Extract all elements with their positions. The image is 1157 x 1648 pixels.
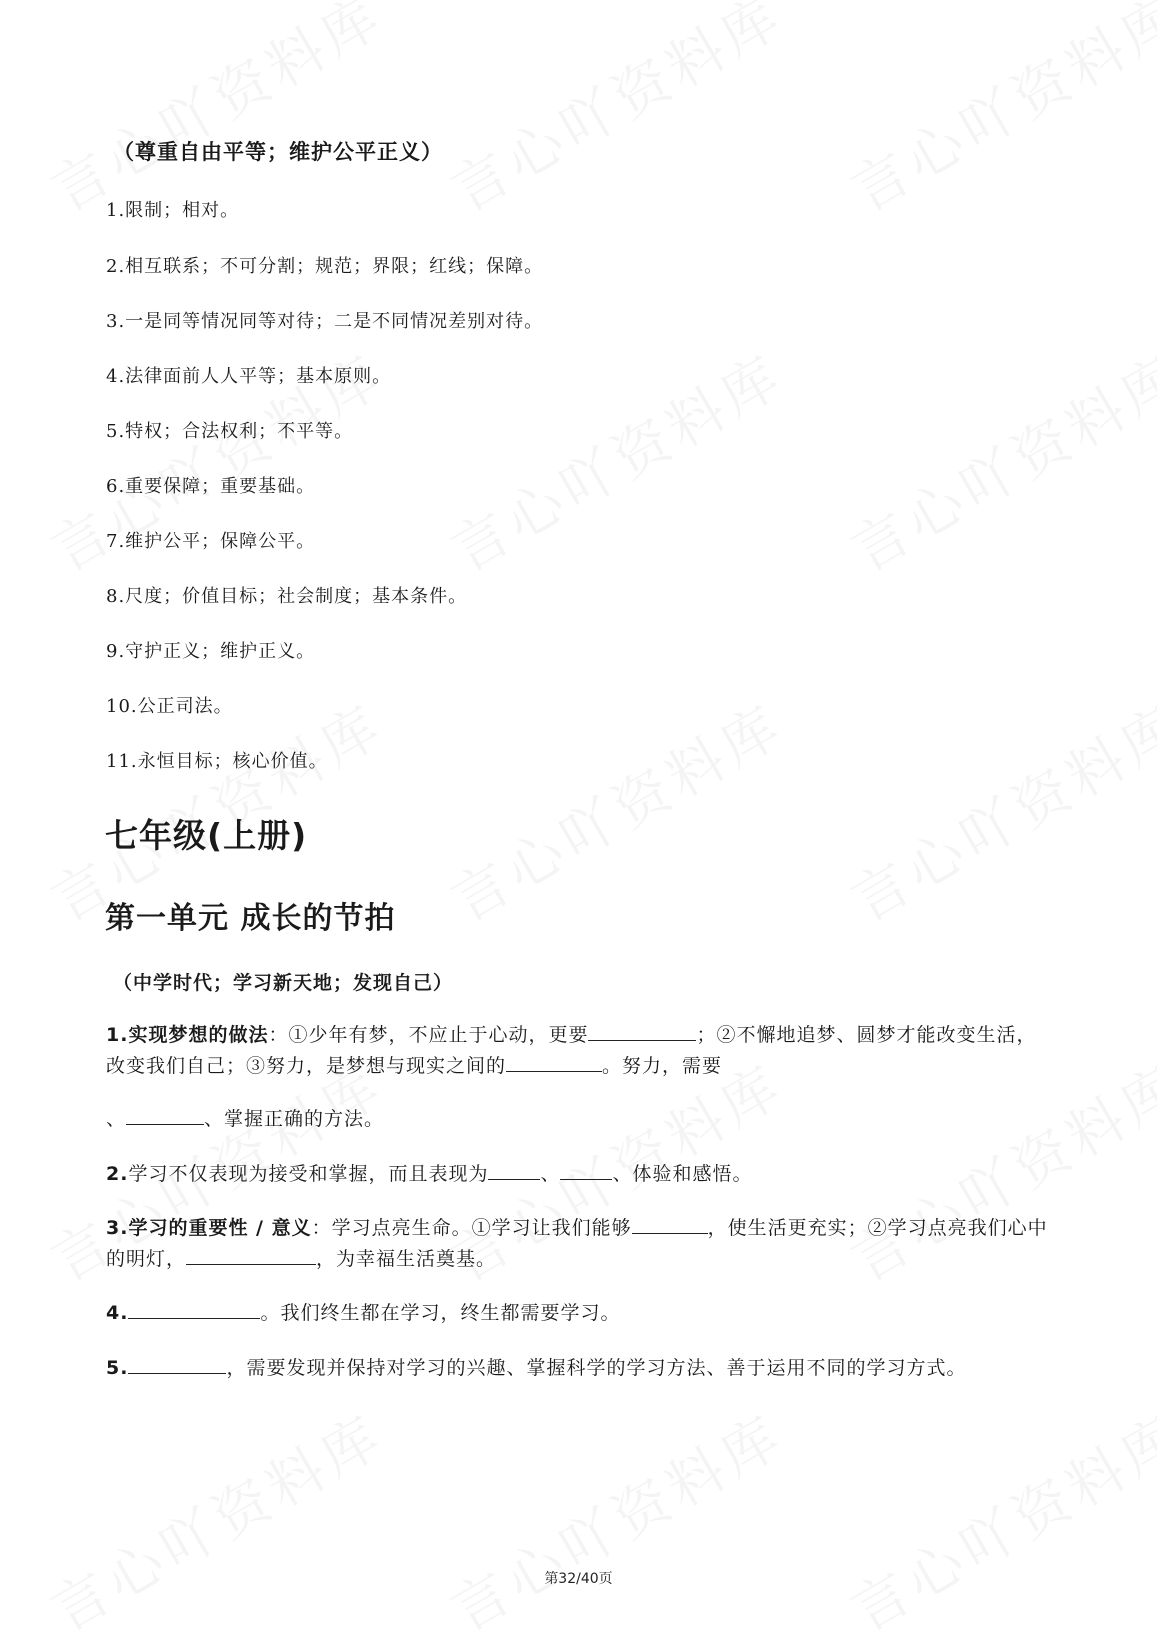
fill-blank [126, 1106, 204, 1125]
question-label: 2. [106, 1163, 129, 1185]
answer-line: 11.永恒目标；核心价值。 [106, 751, 328, 772]
question-label: 4. [106, 1302, 129, 1324]
answer-line: 4.法律面前人人平等；基本原则。 [106, 366, 392, 387]
question-2: 2.学习不仅表现为接受和掌握，而且表现为 、 、体验和感悟。 [106, 1163, 753, 1185]
question-label: 5. [106, 1357, 129, 1379]
fill-blank [128, 1355, 226, 1374]
answer-line: 10.公正司法。 [106, 696, 233, 717]
unit-subtitle: （中学时代；学习新天地；发现自己） [113, 972, 454, 994]
question-label: 3.学习的重要性 / 意义 [106, 1217, 312, 1239]
question-4: 4. 。我们终生都在学习，终生都需要学习。 [106, 1302, 621, 1324]
answer-line: 2.相互联系；不可分割；规范；界限；红线；保障。 [106, 256, 544, 277]
fill-blank [506, 1053, 602, 1072]
fill-blank [632, 1215, 708, 1234]
grade-title: 七年级(上册) [105, 816, 308, 855]
answer-line: 9.守护正义；维护正义。 [106, 641, 316, 662]
question-1-continued: 、 、掌握正确的方法。 [106, 1108, 385, 1130]
answer-line: 6.重要保障；重要基础。 [106, 476, 316, 497]
fill-blank [560, 1161, 612, 1180]
answer-line: 5.特权；合法权利；不平等。 [106, 421, 354, 442]
fill-blank [488, 1161, 540, 1180]
answer-line: 1.限制；相对。 [106, 200, 240, 221]
page-footer: 第32/40页 [544, 1571, 613, 1587]
section-heading: （尊重自由平等；维护公平正义） [113, 140, 443, 164]
fill-blank [588, 1022, 696, 1041]
question-3: 3.学习的重要性 / 意义：学习点亮生命。①学习让我们能够 ，使生活更充实；②学习点亮我们心中的明灯， ，为幸福生活奠基。 [106, 1217, 1048, 1270]
unit-title: 第一单元 成长的节拍 [105, 901, 396, 936]
fill-blank [128, 1300, 260, 1319]
fill-blank [186, 1246, 316, 1265]
answer-line: 7.维护公平；保障公平。 [106, 531, 316, 552]
question-label: 1.实现梦想的做法 [106, 1024, 269, 1046]
question-1: 1.实现梦想的做法：①少年有梦，不应止于心动，更要 ；②不懈地追梦、圆梦才能改变生活，改变我们自己；③努力，是梦想与现实之间的 。努力，需要 [106, 1024, 1037, 1077]
answer-line: 3.一是同等情况同等对待；二是不同情况差别对待。 [106, 311, 544, 332]
answer-line: 8.尺度；价值目标；社会制度；基本条件。 [106, 586, 468, 607]
question-5: 5. ，需要发现并保持对学习的兴趣、掌握科学的学习方法、善于运用不同的学习方式。 [106, 1357, 967, 1379]
